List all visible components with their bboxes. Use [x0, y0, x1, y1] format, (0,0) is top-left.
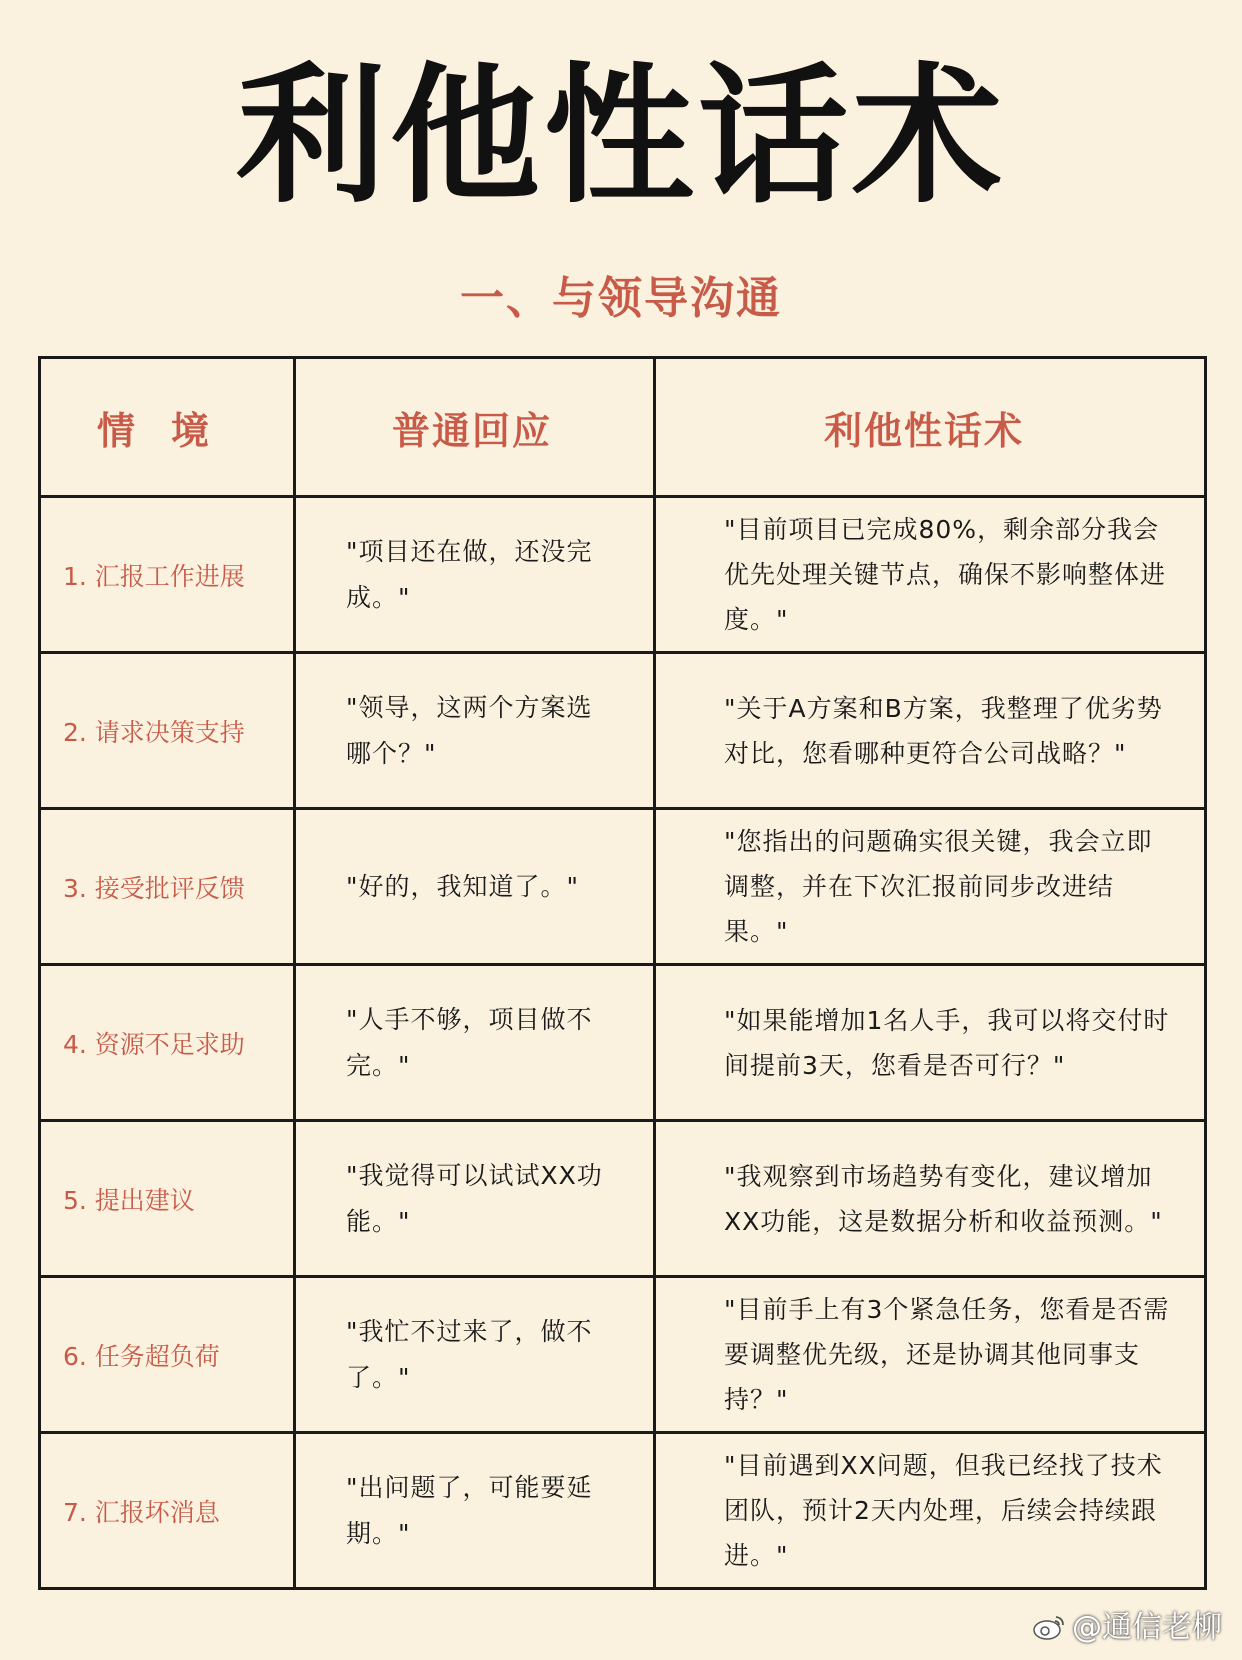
normal-response-cell: "领导，这两个方案选哪个？" [295, 653, 655, 809]
normal-response-cell: "我忙不过来了，做不了。" [295, 1277, 655, 1433]
header-altruistic-phrasing: 利他性话术 [655, 358, 1206, 497]
altruistic-phrasing-cell: "我观察到市场趋势有变化，建议增加XX功能，这是数据分析和收益预测。" [655, 1121, 1206, 1277]
watermark [1032, 1602, 1222, 1646]
normal-response-cell: "出问题了，可能要延期。" [295, 1433, 655, 1589]
altruistic-phrasing-cell: "如果能增加1名人手，我可以将交付时间提前3天，您看是否可行？" [655, 965, 1206, 1121]
table-row [40, 965, 1206, 1121]
table-row [40, 1121, 1206, 1277]
normal-response-cell: "人手不够，项目做不完。" [295, 965, 655, 1121]
situation-cell: 5. 提出建议 [40, 1121, 295, 1277]
header-normal-response: 普通回应 [295, 358, 655, 497]
table-row [40, 497, 1206, 653]
altruistic-phrasing-cell: "目前手上有3个紧急任务，您看是否需要调整优先级，还是协调其他同事支持？" [655, 1277, 1206, 1433]
normal-response-cell: "项目还在做，还没完成。" [295, 497, 655, 653]
table-row [40, 1277, 1206, 1433]
normal-response-cell: "我觉得可以试试XX功能。" [295, 1121, 655, 1277]
altruistic-phrasing-cell: "目前项目已完成80%，剩余部分我会优先处理关键节点，确保不影响整体进度。" [655, 497, 1206, 653]
header-situation: 情 境 [40, 358, 295, 497]
page-title: 利他性话术 [235, 50, 1006, 224]
situation-cell: 7. 汇报坏消息 [40, 1433, 295, 1589]
altruistic-phrasing-cell: "您指出的问题确实很关键，我会立即调整，并在下次汇报前同步改进结果。" [655, 809, 1206, 965]
altruistic-phrasing-cell: "目前遇到XX问题，但我已经找了技术团队，预计2天内处理，后续会持续跟进。" [655, 1433, 1206, 1589]
altruistic-phrasing-cell: "关于A方案和B方案，我整理了优劣势对比，您看哪种更符合公司战略？" [655, 653, 1206, 809]
situation-cell: 2. 请求决策支持 [40, 653, 295, 809]
situation-cell: 4. 资源不足求助 [40, 965, 295, 1121]
situation-cell: 6. 任务超负荷 [40, 1277, 295, 1433]
situation-cell: 1. 汇报工作进展 [40, 497, 295, 653]
table-header-row [40, 358, 1206, 497]
table-row [40, 1433, 1206, 1589]
table-row [40, 809, 1206, 965]
normal-response-cell: "好的，我知道了。" [295, 809, 655, 965]
comparison-table [38, 356, 1204, 1590]
table-row [40, 653, 1206, 809]
situation-cell: 3. 接受批评反馈 [40, 809, 295, 965]
watermark-text: @通信老柳 [1072, 1610, 1222, 1645]
weibo-icon [1032, 1613, 1066, 1641]
section-subtitle: 一、与领导沟通 [460, 273, 782, 324]
